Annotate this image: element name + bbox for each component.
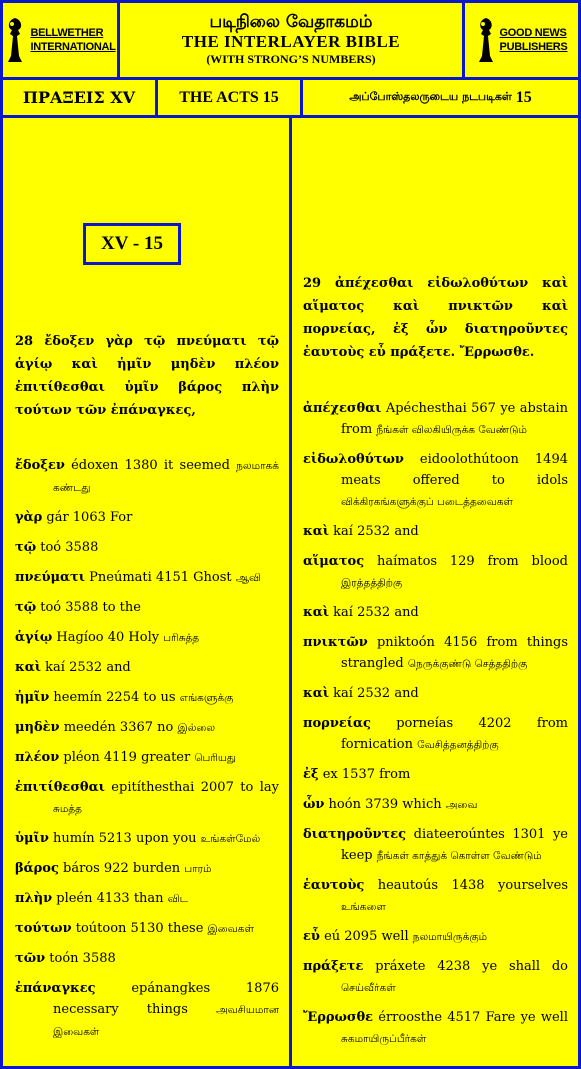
title-tamil: படிநிலை வேதாகமம் xyxy=(209,12,373,32)
verse-29: 29 ἀπέχεσθαι εἰδωλοθύτων καὶ αἵματος καὶ πνικτῶν καὶ πορνείας, ἐξ ὧν διατηροῦντες ἑαυτοὺς εὖ πράξετε. Ἔρρωσθε. xyxy=(303,276,568,360)
word-entry xyxy=(15,828,279,850)
tamil-gloss: பெரியது xyxy=(194,752,236,764)
transliteration-strongs-english: heemín 2254 to us xyxy=(49,690,180,705)
tamil-gloss: நலமாயிருக்கும் xyxy=(412,931,488,943)
word-entry xyxy=(303,713,568,756)
transliteration-strongs-english: toó 3588 to the xyxy=(36,600,141,615)
greek-word: γὰρ xyxy=(15,510,43,525)
tamil-gloss: உங்களை xyxy=(341,901,386,913)
word-entry xyxy=(303,602,568,624)
greek-word: πράξετε xyxy=(303,959,364,974)
tamil-gloss: நெருக்குண்டு செத்ததிற்கு xyxy=(407,658,528,670)
title-subtitle: (WITH STRONG’S NUMBERS) xyxy=(206,52,376,66)
word-entry xyxy=(303,521,568,543)
greek-word: καὶ xyxy=(15,660,42,675)
greek-word: ἐξ xyxy=(303,767,319,782)
good-news-logo-text: GOOD NEWS PUBLISHERS xyxy=(499,27,568,53)
transliteration-strongs-english: toó 3588 xyxy=(36,540,99,555)
tamil-gloss: அவை xyxy=(445,799,478,811)
greek-word: Ἔρρωσθε xyxy=(303,1010,374,1025)
transliteration-strongs-english: epánangkes 1876 necessary things xyxy=(53,981,279,1017)
word-entry xyxy=(303,794,568,816)
greek-word: διατηροῦντες xyxy=(303,827,407,842)
transliteration-strongs-english: báros 922 burden xyxy=(58,861,185,876)
greek-word: βάρος xyxy=(15,861,59,876)
tamil-gloss: நீங்கள் விலகியிருக்க வேண்டும் xyxy=(376,424,527,436)
word-entry xyxy=(15,978,279,1043)
greek-word: ἐπιτίθεσθαι xyxy=(15,780,105,795)
transliteration-strongs-english: porneías 4202 from fornication xyxy=(341,716,568,752)
word-entry xyxy=(15,507,279,529)
transliteration-strongs-english: diateeroúntes 1301 ye keep xyxy=(341,827,568,863)
word-entry xyxy=(15,627,279,649)
word-entry xyxy=(303,632,568,675)
tamil-gloss: இவைகள் xyxy=(207,923,254,935)
word-entry xyxy=(15,687,279,709)
word-entry xyxy=(303,875,568,918)
transliteration-strongs-english: haímatos 129 from blood xyxy=(364,554,568,569)
transliteration-strongs-english: epitíthesthai 2007 to lay xyxy=(104,780,279,795)
word-entry xyxy=(15,567,279,589)
greek-word: πορνείας xyxy=(303,716,371,731)
word-entry xyxy=(303,926,568,948)
transliteration-strongs-english: ex 1537 from xyxy=(318,767,411,782)
transliteration-strongs-english: toútoon 5130 these xyxy=(71,921,208,936)
word-entry xyxy=(15,948,279,970)
transliteration-strongs-english: kaí 2532 and xyxy=(329,686,419,701)
greek-word: τῷ xyxy=(15,600,37,615)
tamil-gloss: ஆவி xyxy=(235,572,261,584)
book-name-tamil xyxy=(303,80,578,115)
transliteration-strongs-english: édoxen 1380 it seemed xyxy=(64,458,237,473)
transliteration-strongs-english: kaí 2532 and xyxy=(329,524,419,539)
word-entry xyxy=(303,824,568,867)
transliteration-strongs-english: kaí 2532 and xyxy=(329,605,419,620)
left-column xyxy=(3,118,289,1066)
transliteration-strongs-english: pléon 4119 greater xyxy=(59,750,195,765)
word-entry xyxy=(303,956,568,999)
chapter-label: XV - 15 xyxy=(83,223,181,265)
tamil-gloss: செய்வீர்கள் xyxy=(341,982,396,994)
book-name-english: THE ACTS 15 xyxy=(158,80,300,115)
greek-word: πλέον xyxy=(15,750,60,765)
word-entry xyxy=(303,398,568,441)
transliteration-strongs-english: gár 1063 For xyxy=(42,510,133,525)
right-word-list xyxy=(303,398,568,1058)
greek-word: αἵματος xyxy=(303,554,365,569)
tamil-gloss: இரத்தத்திற்கு xyxy=(341,577,403,589)
word-entry xyxy=(303,1007,568,1050)
greek-word: τῶν xyxy=(15,951,46,966)
left-word-list xyxy=(15,455,279,1051)
word-entry xyxy=(15,597,279,619)
greek-word: τούτων xyxy=(15,921,72,936)
book-name-tamil-number: 15 xyxy=(515,88,532,106)
transliteration-strongs-english: humín 5213 upon you xyxy=(48,831,201,846)
greek-word: πλὴν xyxy=(15,891,53,906)
good-news-logo xyxy=(465,3,578,77)
word-entry xyxy=(15,455,279,499)
transliteration-strongs-english: hoón 3739 which xyxy=(324,797,446,812)
bellwether-ram-icon xyxy=(4,16,26,64)
tamil-gloss: உங்கள்மேல் xyxy=(200,833,261,845)
right-column xyxy=(292,118,578,1066)
word-entry xyxy=(303,551,568,594)
transliteration-strongs-english: Hagíoo 40 Holy xyxy=(52,630,164,645)
bible-title xyxy=(120,3,462,77)
transliteration-strongs-english: toón 3588 xyxy=(45,951,116,966)
greek-word: ἐπάναγκες xyxy=(15,981,96,996)
transliteration-strongs-english: meedén 3367 no xyxy=(59,720,178,735)
tamil-gloss: வேசித்தனத்திற்கு xyxy=(417,739,499,751)
bellwether-logo xyxy=(3,3,117,77)
greek-word: ἑαυτοὺς xyxy=(303,878,365,893)
book-name-greek: ΠΡΑΞΕΙΣ XV xyxy=(3,80,155,115)
transliteration-strongs-english: eidoolothútoon 1494 meats offered to idols xyxy=(341,452,568,488)
greek-word: ἀπέχεσθαι xyxy=(303,401,382,416)
word-entry xyxy=(15,777,279,820)
transliteration-strongs-english: Pneúmati 4151 Ghost xyxy=(85,570,236,585)
title-english: THE INTERLAYER BIBLE xyxy=(181,32,401,51)
word-entry xyxy=(15,717,279,739)
transliteration-strongs-english: pniktoón 4156 from things strangled xyxy=(341,635,568,671)
bellwether-logo-text: BELLWETHER INTERNATIONAL xyxy=(30,27,116,53)
tamil-gloss: இல்லை xyxy=(177,722,216,734)
greek-word: καὶ xyxy=(303,605,330,620)
greek-word: ἔδοξεν xyxy=(15,458,65,473)
greek-word: μηδὲν xyxy=(15,720,60,735)
word-entry xyxy=(303,449,568,513)
greek-word: τῷ xyxy=(15,540,37,555)
tamil-gloss: நலமாகக் கண்டது xyxy=(53,460,279,494)
word-entry xyxy=(15,858,279,880)
tamil-gloss: நீங்கள் காத்துக் கொள்ள வேண்டும் xyxy=(376,850,542,862)
greek-word: εἰδωλοθύτων xyxy=(303,452,404,467)
greek-word: πνικτῶν xyxy=(303,635,368,650)
transliteration-strongs-english: Apéchesthai 567 ye abstain from xyxy=(341,401,568,437)
tamil-gloss: அவசியமான இவைகள் xyxy=(53,1004,279,1038)
tamil-gloss: பரிசுத்த xyxy=(163,632,200,644)
word-entry xyxy=(15,747,279,769)
tamil-gloss: சுமத்த xyxy=(53,803,82,815)
transliteration-strongs-english: eú 2095 well xyxy=(319,929,413,944)
tamil-gloss: விக்கிரகங்களுக்குப் படைத்தவைகள் xyxy=(341,496,513,508)
greek-word: ὑμῖν xyxy=(15,831,49,846)
good-news-ram-icon xyxy=(476,16,496,64)
tamil-gloss: சுகமாயிருப்பீர்கள் xyxy=(341,1033,427,1045)
greek-word: ἁγίῳ xyxy=(15,630,53,645)
word-entry xyxy=(15,888,279,910)
word-entry xyxy=(15,657,279,679)
greek-word: εὖ xyxy=(303,929,320,944)
book-name-tamil-text: அப்போஸ்தலருடைய நடபடிகள் xyxy=(349,90,512,103)
greek-word: καὶ xyxy=(303,686,330,701)
transliteration-strongs-english: heautoús 1438 yourselves xyxy=(364,878,568,893)
word-entry xyxy=(303,683,568,705)
transliteration-strongs-english: práxete 4238 ye shall do xyxy=(363,959,568,974)
greek-word: ὧν xyxy=(303,797,325,812)
word-entry xyxy=(15,918,279,940)
transliteration-strongs-english: pleén 4133 than xyxy=(52,891,168,906)
tamil-gloss: விட xyxy=(167,893,188,905)
transliteration-strongs-english: érroosthe 4517 Fare ye well xyxy=(373,1010,568,1025)
greek-word: ἡμῖν xyxy=(15,690,50,705)
greek-word: πνεύματι xyxy=(15,570,86,585)
word-entry xyxy=(15,537,279,559)
tamil-gloss: பாரம் xyxy=(184,863,212,875)
transliteration-strongs-english: kaí 2532 and xyxy=(41,660,131,675)
word-entry xyxy=(303,764,568,786)
greek-word: καὶ xyxy=(303,524,330,539)
verse-28: 28 ἔδοξεν γὰρ τῷ πνεύματι τῷ ἁγίῳ καὶ ἡμῖν μηδὲν πλέον ἐπιτίθεσθαι ὑμῖν βάρος πλὴν τούτων τῶν ἐπάναγκες, xyxy=(15,334,279,418)
tamil-gloss: எங்களுக்கு xyxy=(179,692,234,704)
